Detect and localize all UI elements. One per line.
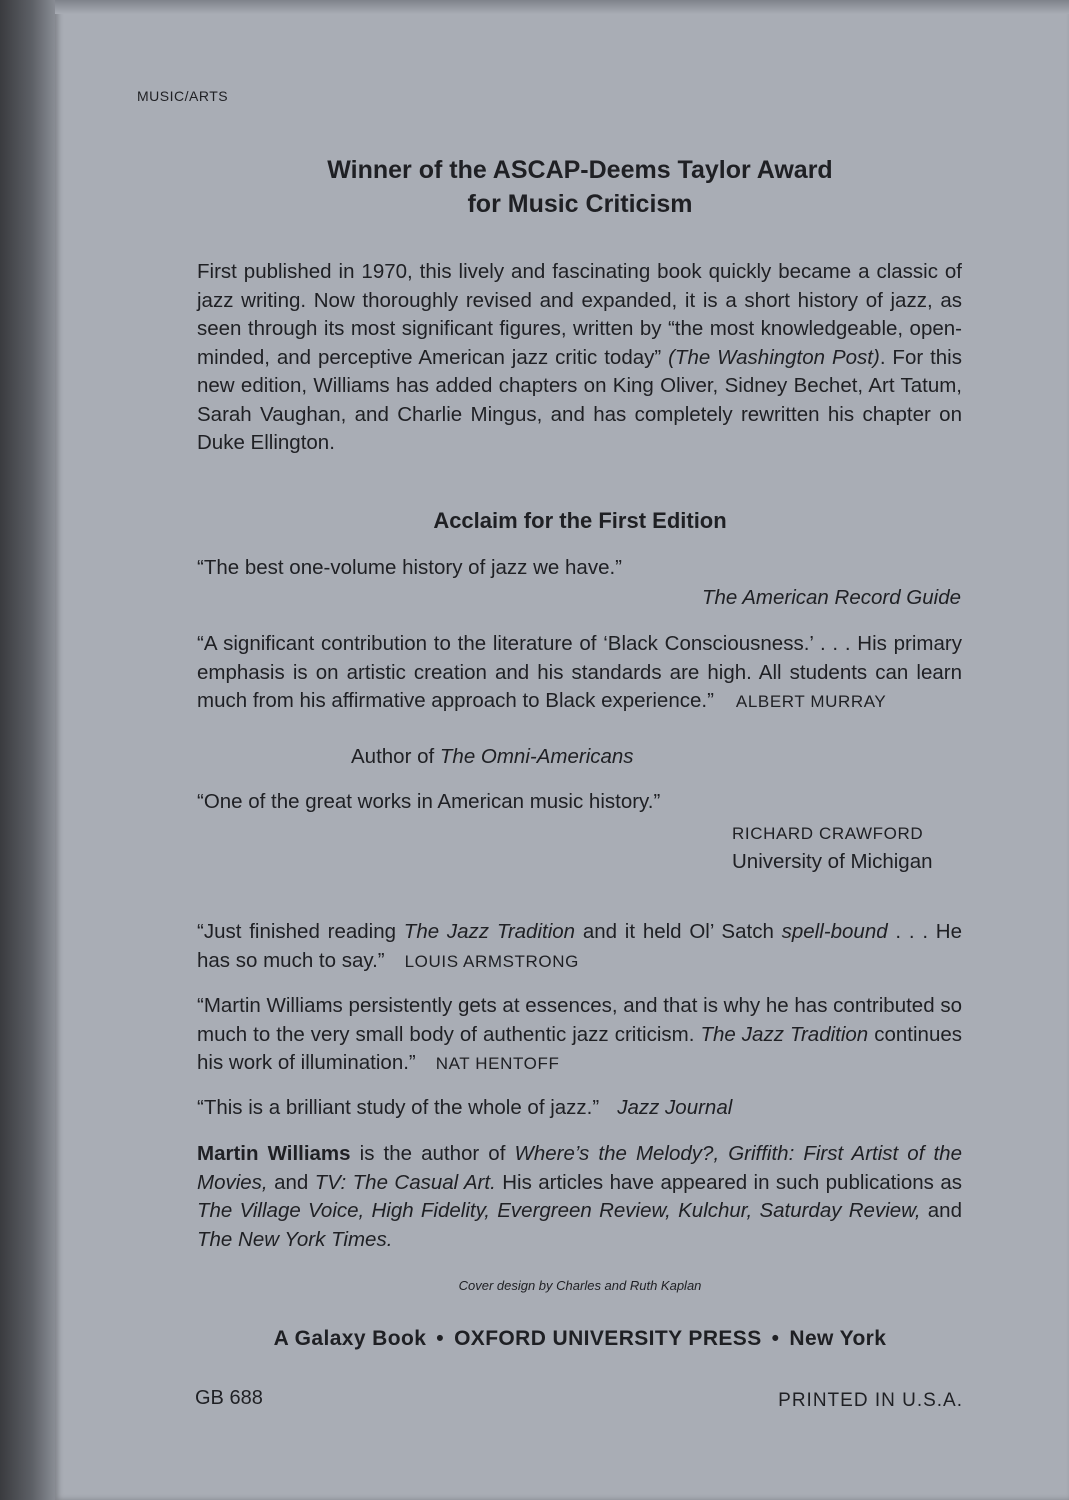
quote-3-affiliation: University of Michigan	[732, 850, 933, 873]
catalog-number: GB 688	[195, 1387, 263, 1409]
quote-1-source-title: The American Record Guide	[701, 586, 961, 609]
bio-part-c: and	[267, 1170, 315, 1194]
cover-credit: Cover design by Charles and Ruth Kaplan	[458, 1278, 702, 1293]
quote-2-author: ALBERT MURRAY	[735, 692, 887, 711]
intro-text-1: First published in 1970, this lively and fascinating book quickly became a classic of jazz writing. Now thoroughly revised and expanded, it is a short history of jazz, as seen through its most significant figures, written by “the most knowledgeable, open-minded, and perceptive American jazz critic today”	[197, 260, 962, 369]
quote-2-body: “A significant contribution to the literature of ‘Black Consciousness.’ . . . His primary emphasis is on artistic creation and his standards are high. All students can learn much from his affirmative approach to Black experience.”	[197, 632, 962, 712]
quote-4-author: LOUIS ARMSTRONG	[404, 951, 579, 971]
bio-part-g: and	[920, 1199, 962, 1222]
quote-3-text: “One of the great works in American music history.”	[197, 790, 661, 813]
acclaim-heading: Acclaim for the First Edition	[433, 508, 727, 533]
bio-titles-1: Where’s the Melody?, Griffith: First Artist of the Movies,	[197, 1142, 962, 1194]
quote-4-part-a: “Just finished reading	[197, 920, 404, 943]
quote-6-body: “This is a brilliant study of the whole of jazz.”	[197, 1096, 600, 1119]
category-label: MUSIC/ARTS	[137, 88, 229, 104]
quote-4-text	[197, 918, 962, 976]
publisher-city: New York	[789, 1327, 887, 1350]
author-bio	[197, 1140, 962, 1254]
quote-5-part-c: continues his work of illumination.”	[197, 1022, 962, 1074]
bullet-separator-icon: •	[771, 1327, 780, 1350]
bio-part-e: His articles have appeared in such publications as	[495, 1170, 962, 1194]
publisher-line	[200, 1327, 960, 1351]
quote-5-title: The Jazz Tradition	[700, 1022, 869, 1046]
quote-5-text	[197, 992, 962, 1079]
cover-top-edge	[55, 0, 1069, 14]
author-name: Martin Williams	[197, 1142, 351, 1165]
bio-publications: The Village Voice, High Fidelity, Evergreen Review, Kulchur, Saturday Review,	[197, 1199, 921, 1222]
bio-part-a: is the author of	[350, 1142, 515, 1165]
book-spine-shadow	[0, 0, 58, 1500]
quote-4-part-c: and it held Ol’ Satch	[575, 920, 782, 943]
quote-5-part-a: “Martin Williams persistently gets at essences, and that is why he has contributed so much to the very small body of authentic jazz criticism.	[197, 994, 962, 1046]
quote-4-title: The Jazz Tradition	[403, 920, 576, 943]
quote-6-source: Jazz Journal	[617, 1096, 733, 1119]
quote-4-italic: spell-bound	[781, 920, 888, 943]
quote-4-part-e: . . . He has so much to say.”	[197, 920, 963, 972]
award-heading	[200, 153, 960, 221]
quote-2-role-prefix: Author of	[351, 745, 440, 768]
quote-1-source	[702, 586, 961, 610]
intro-source: (The Washington Post)	[668, 345, 880, 369]
quote-2-text	[197, 630, 962, 717]
intro-text-2: . For this new edition, Williams has added chapters on King Oliver, Sidney Bechet, Art Tatum, Sarah Vaughan, and Charlie Mingus, and has completely rewritten his chapter on Duke Ellington.	[197, 345, 962, 454]
award-line-2: for Music Criticism	[467, 190, 693, 218]
quote-3-author: RICHARD CRAWFORD	[732, 824, 924, 843]
bullet-separator-icon: •	[436, 1327, 445, 1350]
quote-5-author: NAT HENTOFF	[435, 1054, 560, 1073]
printed-notice: PRINTED IN U.S.A.	[778, 1390, 963, 1411]
bio-title-2: TV: The Casual Art.	[314, 1170, 496, 1194]
quote-6-text	[197, 1096, 732, 1120]
publisher-imprint: A Galaxy Book	[273, 1327, 427, 1350]
publisher-press: OXFORD UNIVERSITY PRESS	[454, 1327, 762, 1350]
award-line-1: Winner of the ASCAP-Deems Taylor Award	[327, 156, 833, 184]
intro-paragraph	[197, 258, 962, 458]
quote-2-role	[351, 743, 634, 771]
quote-2-role-title: The Omni-Americans	[439, 745, 634, 768]
bio-publication-last: The New York Times.	[197, 1227, 393, 1251]
quote-1-text: “The best one-volume history of jazz we have.”	[197, 556, 622, 579]
quote-3-attribution	[732, 820, 933, 876]
